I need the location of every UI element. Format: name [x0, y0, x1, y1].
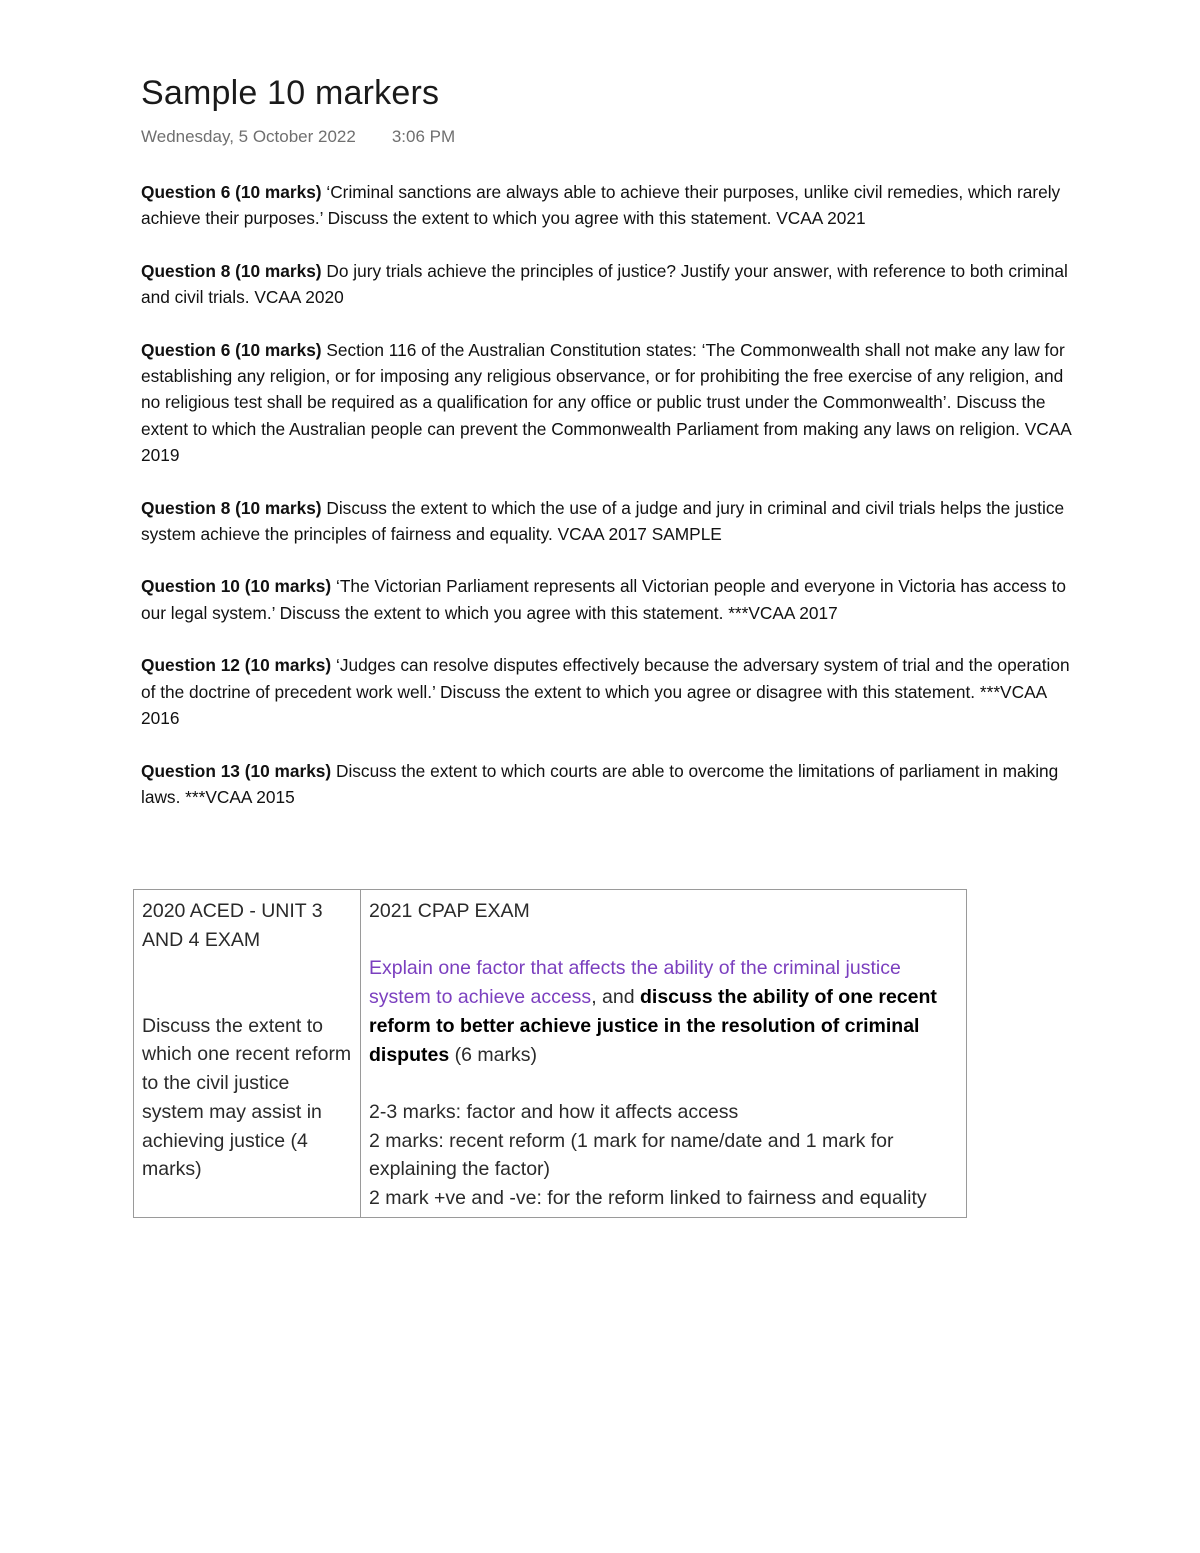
question-heading: Question 10 (10 marks): [141, 576, 332, 597]
question-item: [141, 258, 1071, 311]
question-item: [141, 495, 1071, 548]
aced-heading: 2020 ACED - UNIT 3 AND 4 EXAM: [142, 900, 323, 951]
question-text: Do jury trials achieve the principles of justice? Justify your answer, with reference to both criminal and civil trials. VCAA 2020: [141, 260, 1068, 308]
cpap-question-factor: Explain one factor that affects the ability of the criminal justice system to achieve access: [369, 957, 901, 1009]
table-cell-cpap: [361, 890, 967, 1218]
marking-criterion: 2-3 marks: factor and how it affects access: [369, 1100, 739, 1123]
question-item: [141, 758, 1071, 811]
table-row: [134, 890, 967, 1218]
question-text: ‘The Victorian Parliament represents all Victorian people and everyone in Victoria has access to our legal system.’ Discuss the extent to which you agree with this statement. ***VCAA 2017: [141, 576, 1067, 623]
cpap-heading: 2021 CPAP EXAM: [369, 900, 530, 922]
page-timestamp: [141, 127, 455, 147]
question-text: ‘Criminal sanctions are always able to achieve their purposes, unlike civil remedies, which rarely achieve their purposes.’ Discuss the extent to which you agree with this statement. VCAA 2021: [141, 182, 1061, 229]
question-heading: Question 8 (10 marks): [141, 497, 322, 518]
page-title: Sample 10 markers: [141, 74, 440, 112]
cpap-question: [369, 954, 959, 1069]
exam-comparison-table: [133, 889, 967, 1218]
question-heading: Question 12 (10 marks): [141, 655, 332, 676]
question-heading: Question 6 (10 marks): [141, 182, 322, 202]
cpap-question-marks: (6 marks): [449, 1043, 537, 1066]
cpap-question-reform: discuss the ability of one recent reform to better achieve justice in the resolution of criminal disputes: [369, 986, 937, 1066]
question-heading: Question 13 (10 marks): [141, 760, 332, 781]
page-time: 3:06 PM: [391, 127, 456, 146]
table-cell-aced: [134, 890, 361, 1218]
question-item: [141, 179, 1071, 232]
question-item: [141, 652, 1071, 731]
marking-criterion: 2 mark +ve and -ve: for the reform linked to fairness and equality: [369, 1187, 927, 1209]
question-text: Discuss the extent to which courts are able to overcome the limitations of parliament in making laws. ***VCAA 2015: [141, 760, 1059, 807]
marking-criterion: 2 marks: recent reform (1 mark for name/date and 1 mark for explaining the factor): [369, 1129, 894, 1181]
question-heading: Question 8 (10 marks): [141, 260, 322, 281]
question-item: [141, 337, 1071, 468]
question-text: ‘Judges can resolve disputes effectively because the adversary system of trial and the operation of the doctrine of precedent work well.’ Discuss the extent to which you agree or disagree with this statement. ***VCAA 2016: [141, 655, 1070, 728]
question-text: Discuss the extent to which the use of a judge and jury in criminal and civil trials helps the justice system achieve the principles of fairness and equality. VCAA 2017 SAMPLE: [141, 497, 1065, 544]
aced-question: Discuss the extent to which one recent reform to the civil justice system may assist in achieving justice (4 marks): [142, 1014, 352, 1181]
question-text: Section 116 of the Australian Constitution states: ‘The Commonwealth shall not make any law for establishing any religion, or for imposing any religious observance, or for prohibiting the free exercise of any religion, and no religious test shall be required as a qualification for any office or public trust under the Commonwealth’. Discuss the extent to which the Australian people can prevent the Commonwealth Parliament from making any laws on religion. VCAA 2019: [141, 339, 1071, 465]
cpap-question-connector: , and: [591, 986, 640, 1009]
question-item: [141, 573, 1071, 626]
question-heading: Question 6 (10 marks): [141, 339, 322, 360]
question-list: [141, 179, 1071, 836]
page-date: Wednesday, 5 October 2022: [141, 127, 356, 146]
